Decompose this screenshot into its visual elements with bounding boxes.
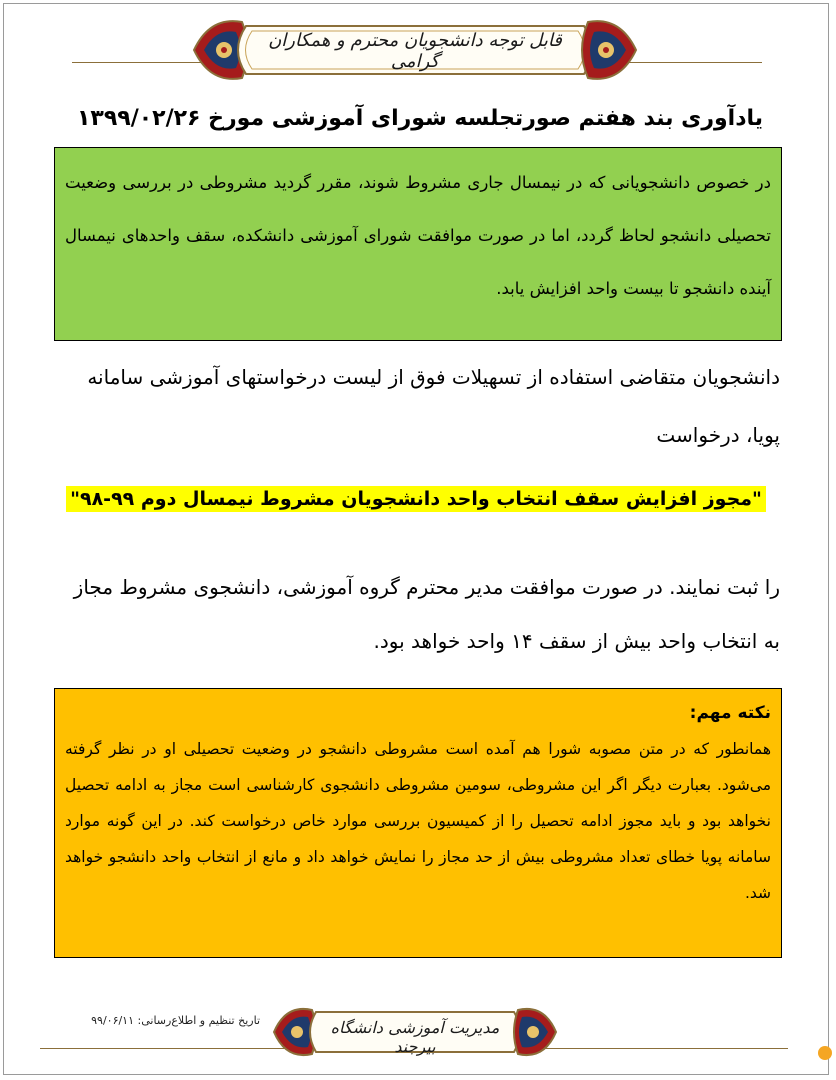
approval-paragraph: را ثبت نمایند. در صورت موافقت مدیر محترم گروه آموزشی، دانشجوی مشروط مجاز به انتخاب واحد بیش از سقف ۱۴ واحد خواهد بود. (73, 575, 780, 653)
important-note-box (54, 688, 782, 958)
instruction-paragraph: دانشجویان متقاضی استفاده از تسهیلات فوق از لیست درخواستهای آموزشی سامانه پویا، درخواست (87, 365, 780, 447)
footer-right-medallion-icon (514, 1009, 556, 1055)
footer-logo-text: مدیریت آموزشی دانشگاه بیرجند (330, 1018, 500, 1056)
banner-title: قابل توجه دانشجویان محترم و همکاران گرامی (268, 30, 562, 72)
publish-date: تاریخ تنظیم و اطلاع‌رسانی: ۹۹/۰۶/۱۱ (91, 1014, 260, 1027)
request-name-text: "مجوز افزایش سقف انتخاب واحد دانشجویان مشروط نیمسال دوم ۹۹-۹۸" (66, 486, 766, 512)
resolution-text: در خصوص دانشجویانی که در نیمسال جاری مشروط شوند، مقرر گردید مشروطی در بررسی وضعیت تحصیلی دانشجو لحاظ گردد، اما در صورت موافقت شورای آموزشی دانشکده، سقف واحدهای نیمسال آینده دانشجو تا بیست واحد افزایش یابد. (65, 173, 771, 298)
note-text: همانطور که در متن مصوبه شورا هم آمده است مشروطی دانشجو در وضعیت تحصیلی او در نظر گرفته می‌شود. بعبارت دیگر اگر این مشروطی، سومین مشروطی دانشجوی کارشناسی است مجاز به ادامه تحصیل نخواهد بود و باید مجوز ادامه تحصیل را از کمیسیون بررسی موارد خاص درخواست کند. در این گونه موارد سامانه پویا خطای تعداد مشروطی بیش از حد مجاز را نمایش خواهد داد و مانع از انتخاب واحد دانشجو خواهد شد. (65, 740, 771, 902)
right-medallion-icon (582, 21, 636, 79)
highlighted-request-name (60, 488, 772, 510)
corner-badge-icon (818, 1046, 832, 1060)
page-title: یادآوری بند هفتم صورتجلسه شورای آموزشی مورخ ۱۳۹۹/۰۲/۲۶ (76, 106, 764, 131)
note-title: نکته مهم: (689, 703, 771, 723)
green-resolution-box (54, 147, 782, 341)
